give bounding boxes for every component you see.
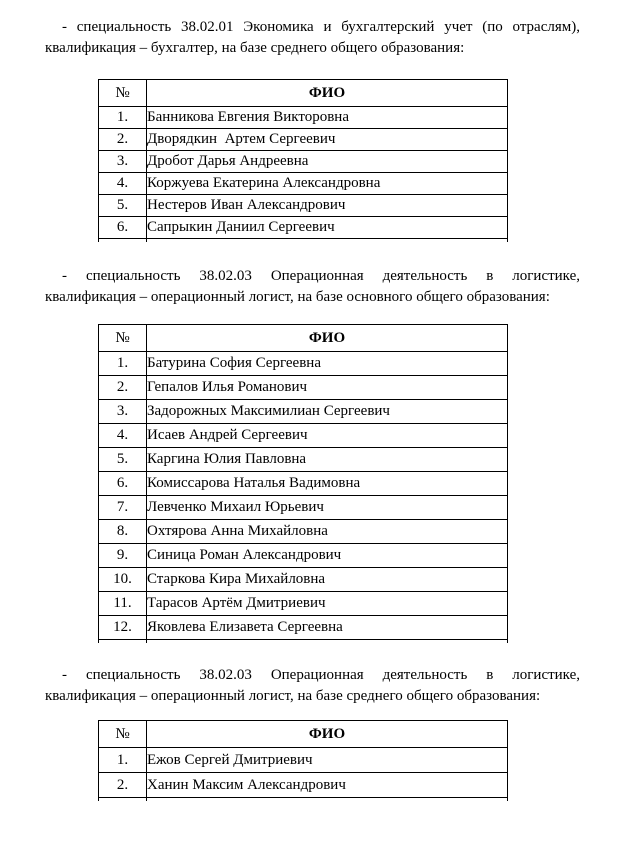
student-name-cell: Дробот Дарья Андреевна — [147, 151, 508, 173]
student-name-cell: Исаев Андрей Сергеевич — [147, 424, 508, 448]
col-header-num: № — [99, 80, 147, 107]
specialty-paragraph-3 — [45, 665, 580, 707]
student-name-cell: Синица Роман Александрович — [147, 544, 508, 568]
table-row — [99, 773, 508, 798]
student-name-cell: Сапрыкин Даниил Сергеевич — [147, 217, 508, 239]
students-table-3 — [98, 720, 508, 798]
student-name-cell: Задорожных Максимилиан Сергеевич — [147, 400, 508, 424]
table-row — [99, 520, 508, 544]
row-number-cell: 3. — [99, 400, 147, 424]
student-name-cell: Ежов Сергей Дмитриевич — [147, 748, 508, 773]
row-number-cell: 1. — [99, 352, 147, 376]
paragraph-line: - специальность 38.02.01 Экономика и бухгалтерский учет (по отраслям), — [62, 19, 580, 35]
table-row — [99, 592, 508, 616]
table-header-row — [99, 721, 508, 748]
students-table-1 — [98, 79, 508, 239]
table-bottom-stub — [98, 798, 508, 801]
row-number-cell: 12. — [99, 616, 147, 640]
paragraph-line: - специальность 38.02.03 Операционная деятельность в логистике, — [62, 667, 580, 683]
table-row — [99, 472, 508, 496]
student-name-cell: Батурина София Сергеевна — [147, 352, 508, 376]
row-number-cell: 6. — [99, 472, 147, 496]
table-row — [99, 544, 508, 568]
specialty-paragraph-2 — [45, 266, 580, 308]
row-number-cell: 4. — [99, 173, 147, 195]
student-name-cell: Дворядкин Артем Сергеевич — [147, 129, 508, 151]
table-row — [99, 376, 508, 400]
table-row — [99, 107, 508, 129]
paragraph-line: квалификация – операционный логист, на базе среднего общего образования: — [45, 688, 541, 704]
student-name-cell: Нестеров Иван Александрович — [147, 195, 508, 217]
col-header-fio: ФИО — [147, 721, 508, 748]
table-row — [99, 616, 508, 640]
row-number-cell: 6. — [99, 217, 147, 239]
table-header-row — [99, 80, 508, 107]
student-name-cell: Каргина Юлия Павловна — [147, 448, 508, 472]
student-name-cell: Банникова Евгения Викторовна — [147, 107, 508, 129]
table-bottom-stub — [98, 239, 508, 242]
student-name-cell: Комиссарова Наталья Вадимовна — [147, 472, 508, 496]
col-header-fio: ФИО — [147, 325, 508, 352]
table-row — [99, 448, 508, 472]
table-row — [99, 129, 508, 151]
student-name-cell: Тарасов Артём Дмитриевич — [147, 592, 508, 616]
table-row — [99, 352, 508, 376]
paragraph-line: - специальность 38.02.03 Операционная деятельность в логистике, — [62, 268, 580, 284]
student-name-cell: Старкова Кира Михайловна — [147, 568, 508, 592]
table-row — [99, 748, 508, 773]
paragraph-line: квалификация – бухгалтер, на базе среднего общего образования: — [45, 40, 465, 56]
row-number-cell: 10. — [99, 568, 147, 592]
student-name-cell: Яковлева Елизавета Сергеевна — [147, 616, 508, 640]
table-row — [99, 195, 508, 217]
row-number-cell: 2. — [99, 376, 147, 400]
table-row — [99, 568, 508, 592]
row-number-cell: 2. — [99, 129, 147, 151]
paragraph-line: квалификация – операционный логист, на базе основного общего образования: — [45, 289, 550, 305]
student-name-cell: Ханин Максим Александрович — [147, 773, 508, 798]
row-number-cell: 1. — [99, 748, 147, 773]
student-name-cell: Левченко Михаил Юрьевич — [147, 496, 508, 520]
table-row — [99, 151, 508, 173]
row-number-cell: 9. — [99, 544, 147, 568]
row-number-cell: 3. — [99, 151, 147, 173]
table-row — [99, 424, 508, 448]
col-header-num: № — [99, 325, 147, 352]
table-bottom-stub — [98, 640, 508, 643]
row-number-cell: 7. — [99, 496, 147, 520]
row-number-cell: 5. — [99, 195, 147, 217]
row-number-cell: 11. — [99, 592, 147, 616]
table-row — [99, 496, 508, 520]
table-row — [99, 173, 508, 195]
table-header-row — [99, 325, 508, 352]
col-header-num: № — [99, 721, 147, 748]
table-row — [99, 217, 508, 239]
row-number-cell: 5. — [99, 448, 147, 472]
student-name-cell: Охтярова Анна Михайловна — [147, 520, 508, 544]
student-name-cell: Гепалов Илья Романович — [147, 376, 508, 400]
student-name-cell: Коржуева Екатерина Александровна — [147, 173, 508, 195]
row-number-cell: 1. — [99, 107, 147, 129]
row-number-cell: 4. — [99, 424, 147, 448]
row-number-cell: 2. — [99, 773, 147, 798]
row-number-cell: 8. — [99, 520, 147, 544]
students-table-2 — [98, 324, 508, 640]
col-header-fio: ФИО — [147, 80, 508, 107]
specialty-paragraph-1 — [45, 17, 580, 59]
table-row — [99, 400, 508, 424]
